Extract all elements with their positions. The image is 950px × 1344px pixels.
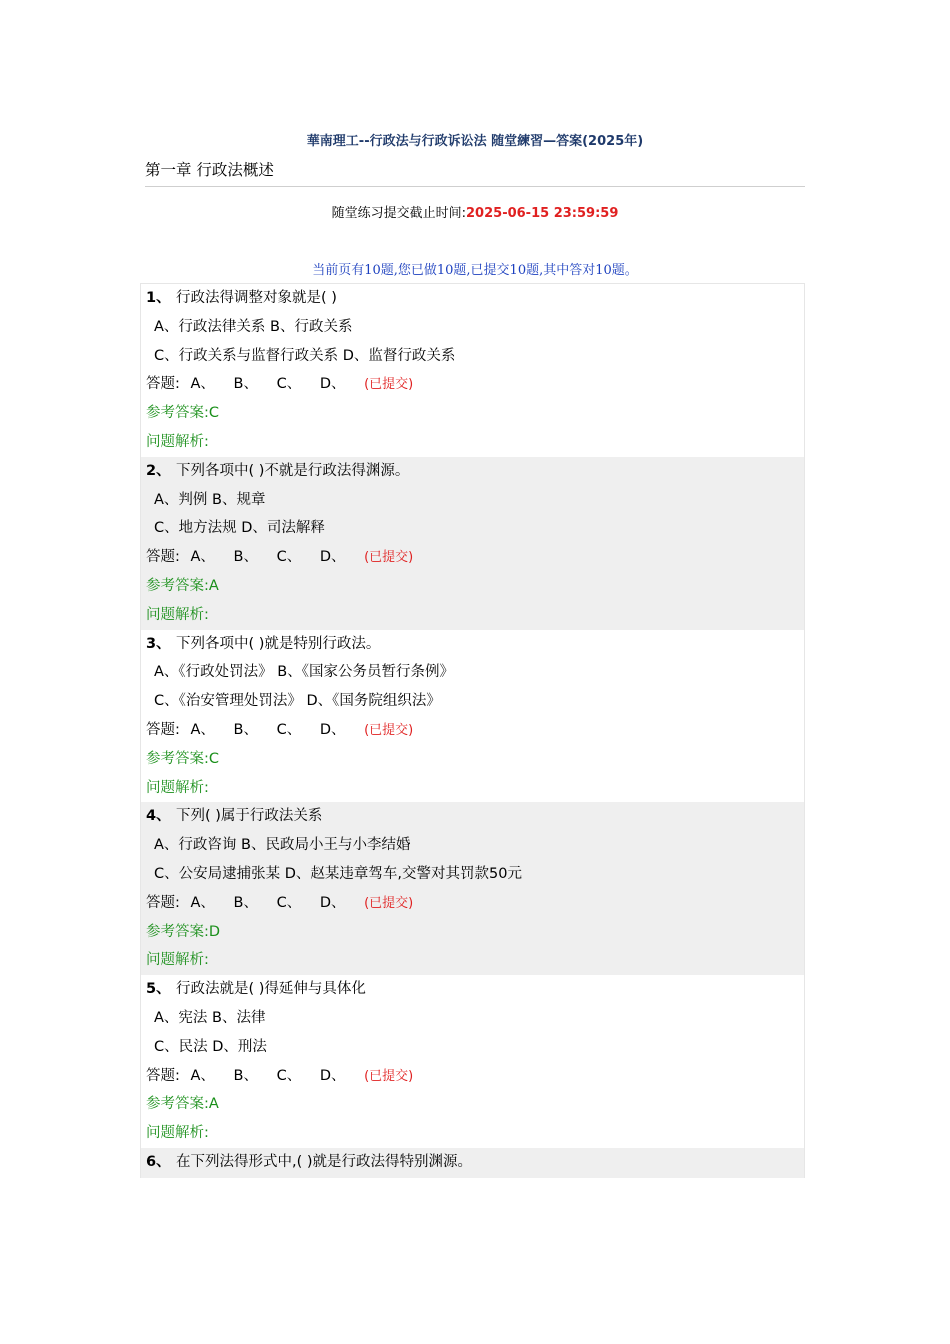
question-item — [141, 284, 804, 457]
analysis-label: 问题解析: — [146, 952, 209, 969]
document-title: 華南理工--行政法与行政诉讼法 随堂練習—答案(2025年) — [306, 134, 644, 149]
choice-c[interactable]: C、 — [276, 894, 302, 911]
question-item — [141, 802, 804, 975]
choice-b[interactable]: B、 — [233, 549, 258, 566]
analysis-label: 问题解析: — [146, 1125, 209, 1142]
analysis-label: 问题解析: — [146, 779, 209, 796]
answer-row — [146, 370, 799, 399]
answer-label: 答题: — [146, 894, 180, 911]
options-line: C、行政关系与监督行政关系 D、监督行政关系 — [154, 347, 456, 364]
answer-row — [146, 716, 799, 745]
submitted-status: (已提交) — [364, 895, 414, 911]
answer-label: 答题: — [146, 721, 180, 738]
answer-row — [146, 543, 799, 572]
choice-a[interactable]: A、 — [190, 721, 215, 738]
deadline-label: 随堂练习提交截止时间: — [331, 206, 467, 221]
choice-c[interactable]: C、 — [276, 721, 302, 738]
choice-d[interactable]: D、 — [319, 1067, 346, 1084]
question-item — [141, 630, 804, 803]
options-line: A、宪法 B、法律 — [154, 1009, 266, 1026]
progress-summary: 当前页有10题,您已做10题,已提交10题,其中答对10题。 — [312, 263, 638, 278]
choice-b[interactable]: B、 — [233, 1067, 258, 1084]
question-text: 在下列法得形式中,( )就是行政法得特别渊源。 — [176, 1153, 473, 1170]
chapter-title: 第一章 行政法概述 — [145, 158, 805, 187]
choice-a[interactable]: A、 — [190, 1067, 215, 1084]
answer-label: 答题: — [146, 549, 180, 566]
choice-d[interactable]: D、 — [319, 894, 346, 911]
question-number: 3、 — [146, 635, 171, 652]
reference-answer: 参考答案:A — [146, 1096, 219, 1113]
question-number: 4、 — [146, 808, 171, 825]
choice-d[interactable]: D、 — [319, 721, 346, 738]
submitted-status: (已提交) — [364, 722, 414, 738]
question-number: 2、 — [146, 462, 171, 479]
answer-label: 答题: — [146, 376, 180, 393]
options-line: C、地方法规 D、司法解释 — [154, 520, 325, 537]
choice-c[interactable]: C、 — [276, 376, 302, 393]
submitted-status: (已提交) — [364, 377, 414, 393]
question-stem — [146, 1148, 799, 1178]
question-stem — [146, 975, 799, 1004]
choice-c[interactable]: C、 — [276, 549, 302, 566]
choice-d[interactable]: D、 — [319, 376, 346, 393]
question-text: 下列各项中( )不就是行政法得渊源。 — [176, 462, 410, 479]
submitted-status: (已提交) — [364, 550, 414, 566]
options-line: A、《行政处罚法》 B、《国家公务员暂行条例》 — [154, 664, 454, 681]
answer-label: 答题: — [146, 1067, 180, 1084]
question-list — [140, 283, 805, 1178]
options-line: C、民法 D、刑法 — [154, 1038, 267, 1055]
reference-answer: 参考答案:D — [146, 923, 221, 940]
options-line: A、判例 B、规章 — [154, 491, 266, 508]
answer-row — [146, 1062, 799, 1091]
question-number: 5、 — [146, 981, 171, 998]
analysis-label: 问题解析: — [146, 606, 209, 623]
submitted-status: (已提交) — [364, 1068, 414, 1084]
question-item — [141, 975, 804, 1148]
options-line: C、《治安管理处罚法》 D、《国务院组织法》 — [154, 693, 441, 710]
question-text: 行政法就是( )得延伸与具体化 — [176, 981, 366, 998]
question-stem — [146, 630, 799, 659]
options-line: A、行政法律关系 B、行政关系 — [154, 318, 353, 335]
analysis-label: 问题解析: — [146, 433, 209, 450]
choice-b[interactable]: B、 — [233, 894, 258, 911]
choice-a[interactable]: A、 — [190, 376, 215, 393]
question-text: 下列( )属于行政法关系 — [176, 808, 323, 825]
choice-b[interactable]: B、 — [233, 376, 258, 393]
question-number: 6、 — [146, 1153, 171, 1170]
question-number: 1、 — [146, 290, 171, 306]
reference-answer: 参考答案:C — [146, 750, 220, 767]
reference-answer: 参考答案:A — [146, 577, 219, 594]
deadline-notice — [0, 202, 950, 221]
question-stem — [146, 457, 799, 486]
answer-row — [146, 889, 799, 918]
question-item — [141, 1148, 804, 1178]
question-text: 下列各项中( )就是特别行政法。 — [176, 635, 381, 652]
choice-b[interactable]: B、 — [233, 721, 258, 738]
choice-d[interactable]: D、 — [319, 549, 346, 566]
question-stem — [146, 802, 799, 831]
choice-c[interactable]: C、 — [276, 1067, 302, 1084]
options-line: A、行政咨询 B、民政局小王与小李结婚 — [154, 837, 411, 854]
reference-answer: 参考答案:C — [146, 405, 220, 422]
choice-a[interactable]: A、 — [190, 894, 215, 911]
question-text: 行政法得调整对象就是( ) — [176, 290, 337, 306]
question-item — [141, 457, 804, 630]
choice-a[interactable]: A、 — [190, 549, 215, 566]
options-line: C、公安局逮捕张某 D、赵某违章驾车,交警对其罚款50元 — [154, 865, 522, 882]
deadline-datetime: 2025-06-15 23:59:59 — [466, 206, 619, 221]
question-stem — [146, 284, 799, 313]
